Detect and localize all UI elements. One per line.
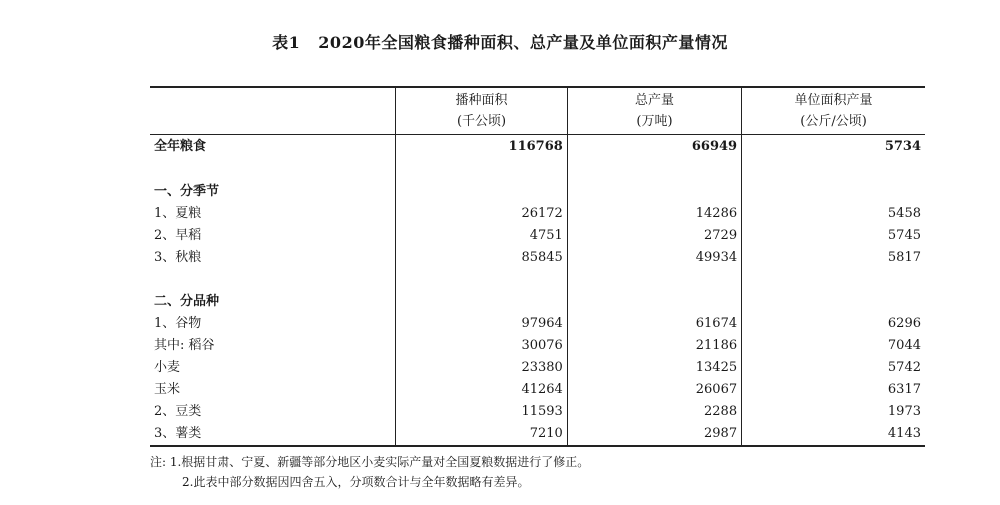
table-notes [150,452,589,492]
cell-area: 97964 [396,313,568,335]
row-label: 3、薯类 [150,423,396,446]
table-title-text: 2020年全国粮食播种面积、总产量及单位面积产量情况 [318,33,728,52]
header-yield: 单位面积产量 [742,87,925,111]
header-unit-row [150,111,925,135]
row-label: 2、早稻 [154,228,202,243]
row-label: 3、秋粮 [154,250,202,265]
row-label: 全年粮食 [154,139,207,154]
section-title: 一、分季节 [154,184,220,199]
table-row [150,225,925,247]
table-row [150,313,925,335]
table-row [150,247,925,269]
table-row [150,423,925,446]
cell-output: 49934 [567,247,741,269]
cell-area: 30076 [396,335,568,357]
table-row [150,401,925,423]
cell-output: 26067 [567,379,741,401]
cell-yield: 1973 [742,401,925,423]
cell-output: 2729 [567,225,741,247]
table-row-total [150,135,925,160]
row-label: 2、豆类 [154,404,202,419]
note-line-2: 2.此表中部分数据因四舍五入，分项数合计与全年数据略有差异。 [182,475,530,489]
cell-yield: 5742 [742,357,925,379]
cell-area: 4751 [396,225,568,247]
cell-area: 85845 [396,247,568,269]
cell-output: 21186 [567,335,741,357]
cell-area: 23380 [396,357,568,379]
cell-output: 14286 [567,203,741,225]
table-row [150,379,925,401]
note-line-1: 注: 1.根据甘肃、宁夏、新疆等部分地区小麦实际产量对全国夏粮数据进行了修正。 [150,455,590,469]
header-blank [150,87,396,111]
cell-area: 11593 [396,401,568,423]
row-label: 1、谷物 [154,316,202,331]
header-yield-unit: (公斤/公顷) [742,111,925,135]
cell-area: 7210 [396,423,568,446]
header-output: 总产量 [567,87,741,111]
header-area: 播种面积 [396,87,568,111]
cell-output: 66949 [567,135,741,160]
cell-area: 116768 [396,135,568,160]
grain-statistics-table [150,86,925,447]
cell-yield: 5745 [742,225,925,247]
cell-area: 41264 [396,379,568,401]
table-number: 表1 [272,33,301,52]
section-title: 二、分品种 [154,294,220,309]
cell-yield: 5458 [742,203,925,225]
cell-output: 2288 [567,401,741,423]
table-row [150,335,925,357]
header-area-unit: (千公顷) [396,111,568,135]
cell-area: 26172 [396,203,568,225]
cell-yield: 6317 [742,379,925,401]
table-title [0,30,1000,53]
cell-yield: 5734 [742,135,925,160]
cell-yield: 5817 [742,247,925,269]
section-heading-variety [150,291,925,313]
table-row [150,203,925,225]
cell-output: 2987 [567,423,741,446]
row-label: 小麦 [154,360,181,375]
cell-output: 13425 [567,357,741,379]
row-label: 1、夏粮 [154,206,202,221]
cell-yield: 7044 [742,335,925,357]
table-row [150,357,925,379]
row-label: 其中: 稻谷 [154,338,215,353]
row-label: 玉米 [154,382,181,397]
header-row [150,87,925,111]
cell-output: 61674 [567,313,741,335]
cell-yield: 4143 [742,423,925,446]
header-output-unit: (万吨) [567,111,741,135]
section-heading-season [150,181,925,203]
cell-yield: 6296 [742,313,925,335]
